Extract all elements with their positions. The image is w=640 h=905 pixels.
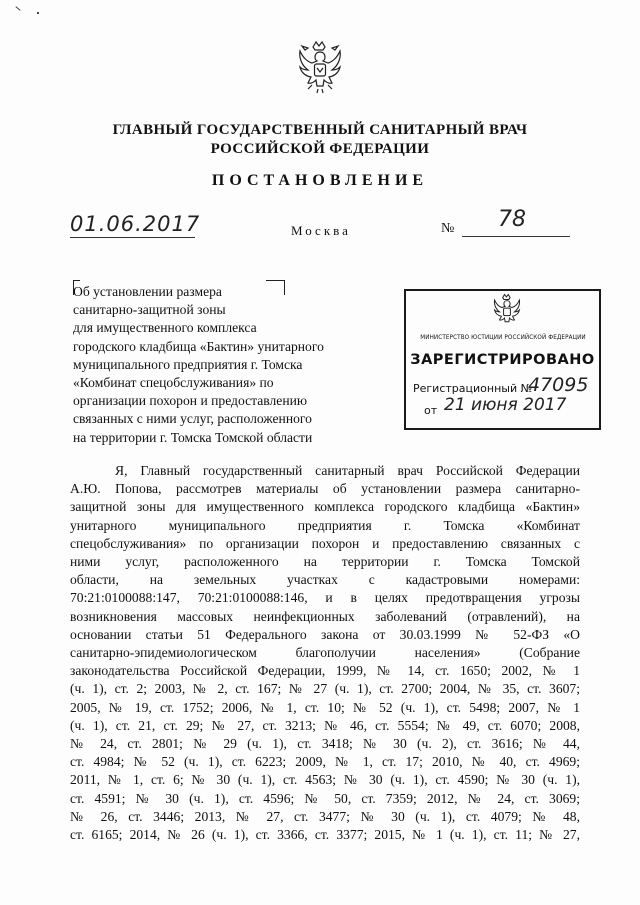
body-line: спецобслуживания» по организации похорон и предоставлению связанных с [70, 535, 580, 551]
body-line: 70:21:0100088:147, 70:21:0100088:146, и в целях предотвращения угрозы [70, 590, 580, 606]
body-line: унитарного муниципального предприятия г. Томска «Комбинат [70, 517, 580, 533]
body-line: защитной зоны для имущественного комплекса городского кладбища «Бактин» [70, 499, 580, 515]
body-line: 2011, № 1, ст. 6; № 30 (ч. 1), ст. 4563; № 30 (ч. 1), ст. 4590; № 30 (ч. 1), [70, 772, 580, 788]
subject-line: санитарно-защитной зоны [73, 302, 226, 318]
stamp-date-value: 21 июня 2017 [444, 395, 567, 415]
body-line: ст. 4984; № 52 (ч. 1), ст. 6223; 2009, № 1, ст. 17; 2010, № 40, ст. 4969; [70, 754, 580, 770]
document-type-heading: ПОСТАНОВЛЕНИЕ [211, 172, 429, 189]
body-line: санитарно-эпидемиологическом благополучии населения» (Собрание [70, 645, 580, 661]
body-line: возникновения массовых неинфекционных заболеваний (отравлений), на [70, 608, 580, 624]
issuer-title-line1: ГЛАВНЫЙ ГОСУДАРСТВЕННЫЙ САНИТАРНЫЙ ВРАЧ [112, 122, 528, 138]
stamp-registered-label: ЗАРЕГИСТРИРОВАНО [410, 352, 595, 368]
stamp-coat-of-arms-icon [489, 292, 525, 328]
body-line: 2005, № 19, ст. 1752; 2006, № 1, ст. 10; № 52 (ч. 1), ст. 5498; 2007, № 1 [70, 699, 580, 715]
body-line: ст. 6165; 2014, № 26 (ч. 1), ст. 3366, ст. 3377; 2015, № 1 (ч. 1), ст. 11; № 27, [70, 827, 580, 843]
document-subject [73, 283, 353, 447]
subject-line: Об установлении размера [73, 284, 222, 299]
subject-line: городского кладбища «Бактин» унитарного [73, 338, 324, 354]
document-number: 78 [498, 207, 526, 232]
number-underline [462, 236, 570, 237]
body-line: (ч. 1), ст. 21, ст. 29; № 27, ст. 3213; № 46, ст. 5554; № 49, ст. 6070; 2008, [70, 717, 580, 733]
body-line: (ч. 1), ст. 2; 2003, № 2, ст. 167; № 27 (ч. 1), ст. 2700; 2004, № 35, ст. 3607; [70, 681, 580, 697]
subject-line: на территории г. Томска Томской области [73, 429, 313, 445]
body-line: области, на земельных участках с кадастровыми номерами: [70, 572, 580, 588]
document-city: Москва [291, 223, 351, 238]
body-line: ст. 4591; № 30 (ч. 1), ст. 4596; № 50, ст. 7359; 2012, № 24, ст. 3069; [70, 790, 580, 806]
subject-line: для имущественного комплекса [73, 320, 257, 336]
subject-line: связанных с ними услуг, расположенного [73, 411, 312, 427]
stamp-regno-value: 47095 [528, 374, 589, 396]
date-underline [70, 237, 195, 238]
subject-line: «Комбинат спецобслуживания» по [73, 375, 274, 391]
scan-mark [15, 6, 20, 11]
body-line: № 24, ст. 2801; № 29 (ч. 1), ст. 3418; № 30 (ч. 2), ст. 3616; № 44, [70, 736, 580, 752]
body-line: Я, Главный государственный санитарный врач Российской Федерации [115, 463, 580, 478]
issuer-title-line2: РОССИЙСКОЙ ФЕДЕРАЦИИ [210, 141, 430, 157]
body-line: А.Ю. Попова, рассмотрев материалы об установлении размера санитарно- [70, 481, 580, 497]
stamp-ministry-name: МИНИСТЕРСТВО ЮСТИЦИИ РОССИЙСКОЙ ФЕДЕРАЦИИ [420, 334, 586, 341]
body-line: № 26, ст. 3446; 2013, № 27, ст. 3477; № 30 (ч. 1), ст. 4079; № 48, [70, 808, 580, 824]
body-line: ними услуг, расположенного на территории г. Томска Томской [70, 554, 580, 570]
subject-line: организации похорон и предоставлению [73, 393, 308, 409]
stamp-regno-label: Регистрационный № [413, 382, 533, 395]
subject-line: муниципального предприятия г. Томска [73, 356, 303, 372]
body-line: законодательства Российской Федерации, 1999, № 14, ст. 1650; 2002, № 1 [70, 663, 580, 679]
document-body [70, 462, 580, 844]
body-line: основании статьи 51 Федерального закона от 30.03.1999 № 52-ФЗ «О [70, 626, 580, 642]
number-label: № [441, 221, 455, 236]
stamp-date-label: от [424, 404, 438, 417]
coat-of-arms-icon [291, 38, 349, 96]
document-date: 01.06.2017 [70, 212, 201, 236]
scan-mark [37, 12, 39, 14]
